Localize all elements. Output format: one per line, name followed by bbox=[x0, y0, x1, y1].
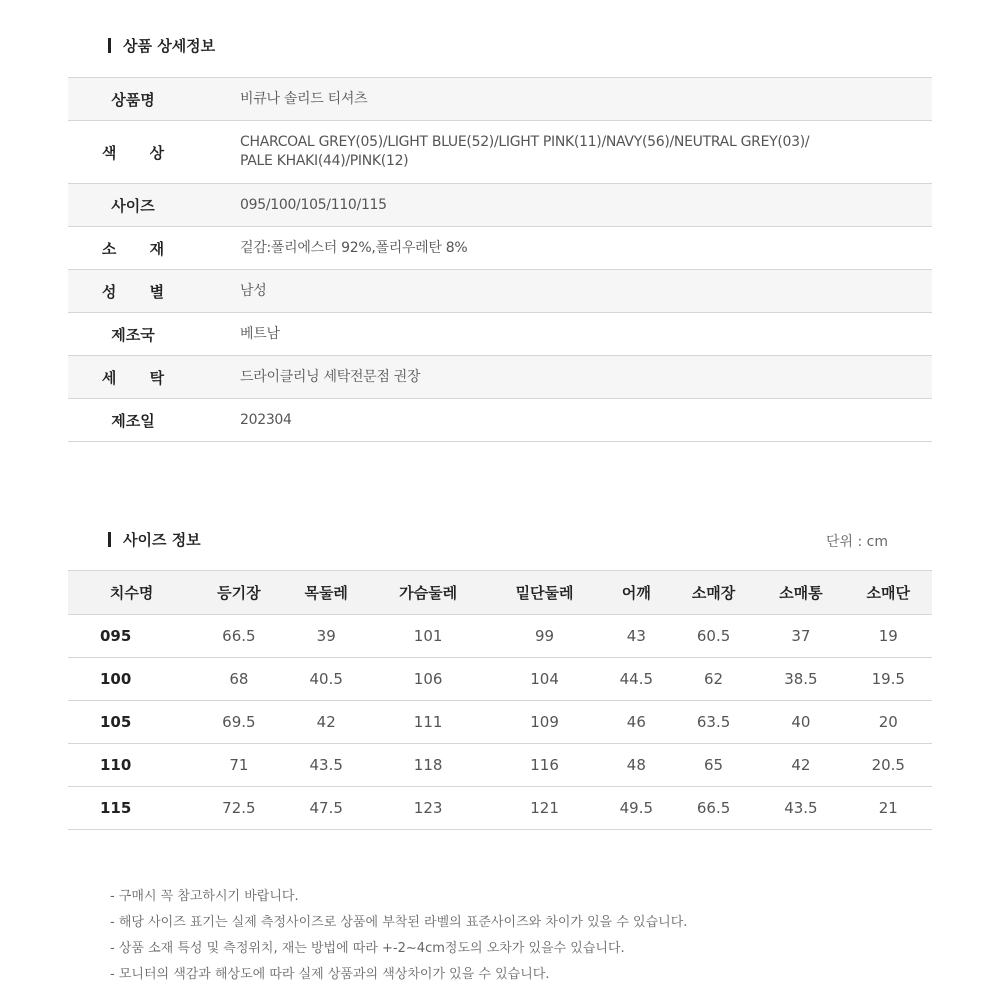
size-row bbox=[68, 658, 932, 701]
size-header-cell: 소매통 bbox=[757, 571, 844, 615]
size-value-cell: 39 bbox=[283, 615, 370, 658]
size-header-cell: 치수명 bbox=[68, 571, 195, 615]
size-header-cell: 밑단둘레 bbox=[486, 571, 602, 615]
size-value-cell: 38.5 bbox=[757, 658, 844, 701]
size-value-cell: 123 bbox=[370, 787, 486, 830]
detail-row-washing bbox=[68, 356, 932, 399]
color-line: PALE KHAKI(44)/PINK(12) bbox=[240, 153, 409, 169]
detail-row-date bbox=[68, 399, 932, 442]
size-value-cell: 49.5 bbox=[603, 787, 670, 830]
size-row bbox=[68, 744, 932, 787]
detail-row-gender bbox=[68, 270, 932, 313]
size-value-cell: 65 bbox=[670, 744, 757, 787]
size-value-cell: 104 bbox=[486, 658, 602, 701]
detail-section-title bbox=[108, 35, 215, 56]
note-item: - 해당 사이즈 표기는 실제 측정사이즈로 상품에 부착된 라벨의 표준사이즈와 차이가 있을 수 있습니다. bbox=[110, 915, 688, 930]
detail-value: 비큐나 솔리드 티셔츠 bbox=[240, 90, 368, 107]
size-value-cell: 43.5 bbox=[283, 744, 370, 787]
size-header-cell: 소매단 bbox=[845, 571, 932, 615]
detail-label: 제조국 bbox=[111, 325, 155, 344]
title-bar bbox=[108, 532, 111, 547]
size-value-cell: 99 bbox=[486, 615, 602, 658]
detail-row-country bbox=[68, 313, 932, 356]
detail-row-color bbox=[68, 121, 932, 184]
size-table bbox=[68, 570, 932, 830]
size-header-cell: 가슴둘레 bbox=[370, 571, 486, 615]
size-row bbox=[68, 787, 932, 830]
size-value-cell: 47.5 bbox=[283, 787, 370, 830]
size-code-cell: 115 bbox=[68, 787, 195, 830]
detail-value: 남성 bbox=[240, 282, 267, 299]
size-value-cell: 19 bbox=[845, 615, 932, 658]
size-code-cell: 095 bbox=[68, 615, 195, 658]
size-value-cell: 63.5 bbox=[670, 701, 757, 744]
size-value-cell: 48 bbox=[603, 744, 670, 787]
size-value-cell: 111 bbox=[370, 701, 486, 744]
size-value-cell: 66.5 bbox=[195, 615, 282, 658]
size-value-cell: 46 bbox=[603, 701, 670, 744]
size-value-cell: 66.5 bbox=[670, 787, 757, 830]
size-value-cell: 68 bbox=[195, 658, 282, 701]
detail-label: 소 재 bbox=[101, 239, 179, 258]
size-value-cell: 118 bbox=[370, 744, 486, 787]
size-value-cell: 20 bbox=[845, 701, 932, 744]
detail-row-size bbox=[68, 184, 932, 227]
size-value-cell: 37 bbox=[757, 615, 844, 658]
detail-label: 세 탁 bbox=[101, 368, 179, 387]
note-item: - 상품 소재 특성 및 측정위치, 재는 방법에 따라 +-2~4cm정도의 오차가 있을수 있습니다. bbox=[110, 941, 625, 956]
detail-label: 색 상 bbox=[101, 143, 179, 162]
size-code-cell: 110 bbox=[68, 744, 195, 787]
product-detail-table bbox=[68, 77, 932, 442]
size-value-cell: 20.5 bbox=[845, 744, 932, 787]
size-header-row bbox=[68, 571, 932, 615]
size-value-cell: 106 bbox=[370, 658, 486, 701]
size-value-cell: 121 bbox=[486, 787, 602, 830]
detail-value-colors bbox=[198, 133, 809, 171]
size-value-cell: 109 bbox=[486, 701, 602, 744]
size-value-cell: 42 bbox=[283, 701, 370, 744]
detail-value: 095/100/105/110/115 bbox=[240, 196, 387, 213]
detail-label: 사이즈 bbox=[111, 196, 155, 215]
detail-value: 드라이클리닝 세탁전문점 권장 bbox=[240, 368, 421, 385]
size-code-cell: 105 bbox=[68, 701, 195, 744]
size-value-cell: 69.5 bbox=[195, 701, 282, 744]
size-row bbox=[68, 615, 932, 658]
color-line: CHARCOAL GREY(05)/LIGHT BLUE(52)/LIGHT PINK(11)/NAVY(56)/NEUTRAL GREY(03)/ bbox=[240, 134, 810, 150]
size-value-cell: 42 bbox=[757, 744, 844, 787]
detail-label: 제조일 bbox=[111, 411, 155, 430]
size-value-cell: 40 bbox=[757, 701, 844, 744]
size-value-cell: 72.5 bbox=[195, 787, 282, 830]
size-code-cell: 100 bbox=[68, 658, 195, 701]
size-value-cell: 62 bbox=[670, 658, 757, 701]
size-value-cell: 43.5 bbox=[757, 787, 844, 830]
detail-label: 성 별 bbox=[101, 282, 179, 301]
size-value-cell: 40.5 bbox=[283, 658, 370, 701]
notes-list bbox=[110, 884, 687, 988]
size-value-cell: 21 bbox=[845, 787, 932, 830]
size-header-cell: 소매장 bbox=[670, 571, 757, 615]
size-value-cell: 71 bbox=[195, 744, 282, 787]
size-value-cell: 44.5 bbox=[603, 658, 670, 701]
size-value-cell: 101 bbox=[370, 615, 486, 658]
size-value-cell: 116 bbox=[486, 744, 602, 787]
size-value-cell: 60.5 bbox=[670, 615, 757, 658]
size-header-cell: 어깨 bbox=[603, 571, 670, 615]
size-row bbox=[68, 701, 932, 744]
size-section-title bbox=[108, 529, 201, 550]
detail-value: 202304 bbox=[240, 411, 292, 428]
size-table-body bbox=[68, 615, 932, 830]
size-value-cell: 43 bbox=[603, 615, 670, 658]
detail-row-material bbox=[68, 227, 932, 270]
note-item: - 구매시 꼭 참고하시기 바랍니다. bbox=[110, 889, 299, 904]
size-header-cell: 목둘레 bbox=[283, 571, 370, 615]
title-bar bbox=[108, 38, 111, 53]
detail-value: 겉감:폴리에스터 92%,폴리우레탄 8% bbox=[240, 239, 468, 256]
detail-row-name bbox=[68, 78, 932, 121]
size-value-cell: 19.5 bbox=[845, 658, 932, 701]
size-title-text: 사이즈 정보 bbox=[123, 531, 201, 549]
unit-label: 단위 : cm bbox=[825, 534, 888, 550]
note-item: - 모니터의 색감과 해상도에 따라 실제 상품과의 색상차이가 있을 수 있습니다. bbox=[110, 967, 550, 982]
size-header-cell: 등기장 bbox=[195, 571, 282, 615]
detail-value: 베트남 bbox=[240, 325, 280, 342]
detail-label: 상품명 bbox=[111, 90, 155, 109]
detail-title-text: 상품 상세정보 bbox=[123, 37, 216, 55]
